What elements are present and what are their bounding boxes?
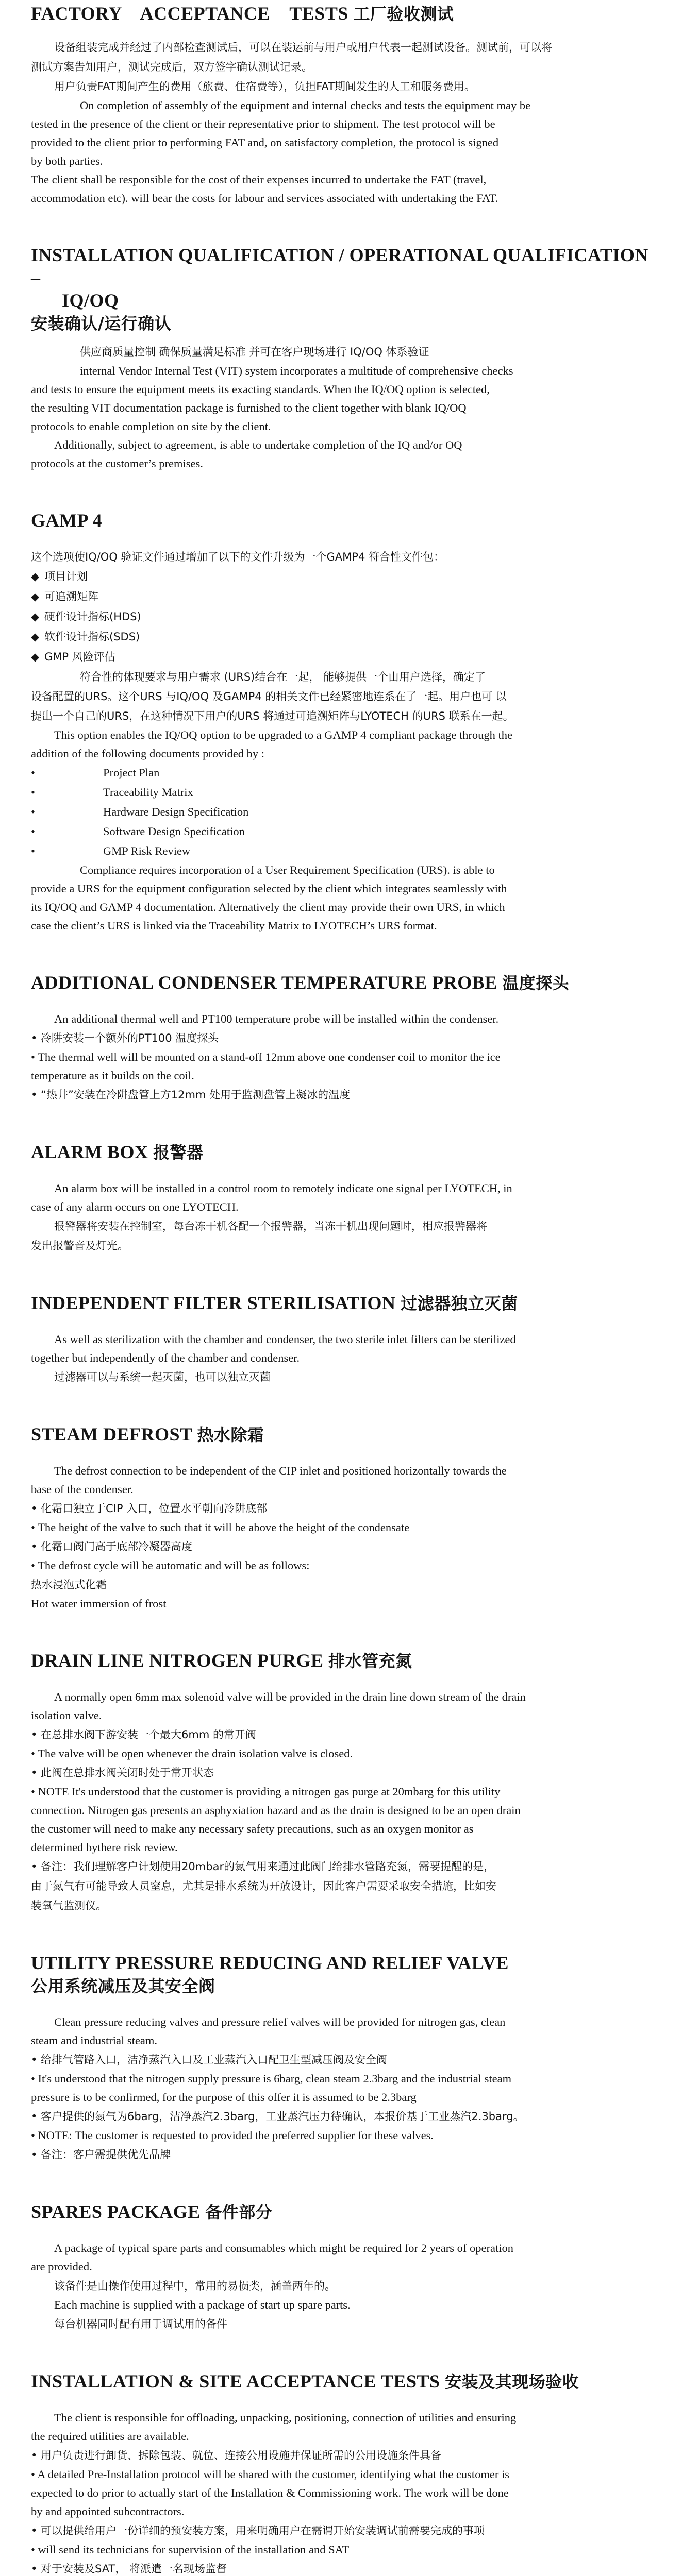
diamond-bullet-icon: ◆ — [31, 611, 40, 623]
defrost-line: The defrost connection to be independent of the CIP inlet and positioned horizontally towards the — [54, 1464, 507, 1477]
heading-zh: 过滤器独立灭菌 — [401, 1294, 518, 1313]
section-heading-probe — [31, 971, 653, 994]
list-item — [31, 567, 653, 587]
fat-en-para-line: provided to the client prior to performing FAT and, on satisfactory completion, the protocol is signed — [31, 136, 499, 149]
list-item — [31, 627, 653, 647]
defrost-line: Hot water immersion of frost — [31, 1597, 167, 1610]
section-heading-installation — [31, 2370, 653, 2393]
install-line: • will send its technicians for supervision of the installation and SAT — [31, 2543, 350, 2556]
probe-line: • 冷阱安装一个额外的PT100 温度探头 — [31, 1032, 219, 1044]
list-item: • Traceability Matrix — [31, 783, 653, 802]
iq-en-para-line: the resulting VIT documentation package is furnished to the client together with blank IQ/OQ — [31, 401, 467, 414]
defrost-line: 热水浸泡式化霜 — [31, 1579, 107, 1591]
iq-en-para-line: protocols to enable completion on site by the client. — [31, 420, 271, 433]
drain-line: determined bythere risk review. — [31, 1841, 178, 1854]
drain-line: connection. Nitrogen gas presents an asphyxiation hazard and as the drain is designed to be an open drain — [31, 1804, 521, 1817]
fat-zh-para-line: 测试方案告知用户，测试完成后，双方签字确认测试记录。 — [31, 61, 312, 73]
utility-line: pressure is to be confirmed, for the purpose of this offer it is assumed to be 2.3barg — [31, 2091, 417, 2104]
install-line: by and appointed subcontractors. — [31, 2505, 185, 2518]
section-heading-iq-oq — [31, 244, 653, 335]
spares-line: 该备件是由操作使用过程中，常用的易损类，涵盖两年的。 — [54, 2280, 336, 2292]
defrost-line: • The height of the valve to such that it will be above the height of the condensate — [31, 1521, 410, 1534]
probe-line: • “热井”安装在冷阱盘管上方12mm 处用于监测盘管上凝冰的温度 — [31, 1089, 351, 1101]
gamp-en-para-line: its IQ/OQ and GAMP 4 documentation. Alternatively the client may provide their own URS, in which — [31, 901, 505, 913]
diamond-bullet-icon: ◆ — [31, 590, 40, 603]
drain-line: • 备注：我们理解客户计划使用20mbar的氮气用来通过此阀门给排水管路充氮，需要提醒的是， — [31, 1860, 495, 1873]
utility-line: • 备注：客户需提供优先品牌 — [31, 2148, 171, 2161]
utility-line: • 给排气管路入口，洁净蒸汽入口及工业蒸汽入口配卫生型减压阀及安全阀 — [31, 2054, 388, 2066]
section-heading-spares — [31, 2200, 653, 2224]
gamp-zh-para-line: 提出一个自己的URS，在这种情况下用户的URS 将通过可追溯矩阵与LYOTECH 的URS 联系在一起。 — [31, 710, 514, 722]
utility-line: • It's understood that the nitrogen supply pressure is 6barg, clean steam 2.3barg and the industrial steam — [31, 2072, 512, 2085]
install-line: The client is responsible for offloading, unpacking, positioning, connection of utilities and ensuring — [54, 2411, 517, 2424]
gamp-zh-para-line: 设备配置的URS。这个URS 与IQ/OQ 及GAMP4 的相关文件已经紧密地连系在了一起。用户也可 以 — [31, 690, 507, 703]
drain-line: the customer will need to make any necessary safety precautions, such as an oxygen monitor as — [31, 1822, 474, 1835]
heading-en: INSTALLATION & SITE ACCEPTANCE TESTS — [31, 2371, 440, 2392]
drain-line: • The valve will be open whenever the drain isolation valve is closed. — [31, 1747, 353, 1760]
iq-en-para-line: and tests to ensure the equipment meets its exacting standards. When the IQ/OQ option is selected, — [31, 383, 490, 396]
install-line: expected to do prior to actually start of the Installation & Commissioning work. The work will be done — [31, 2486, 509, 2499]
heading-en-line-2: IQ/OQ — [62, 290, 119, 311]
drain-line: 装氧气监测仪。 — [31, 1900, 107, 1912]
section-heading-defrost — [31, 1423, 653, 1446]
install-line: • 可以提供给用户一份详细的预安装方案，用来明确用户在需谓开始安装调试前需要完成的事项 — [31, 2524, 485, 2537]
gamp-en-list — [31, 763, 653, 861]
list-item-label: GMP 风险评估 — [44, 651, 115, 663]
alarm-line: 发出报警音及灯光。 — [31, 1240, 128, 1252]
heading-en: GAMP 4 — [31, 510, 102, 531]
diamond-bullet-icon: ◆ — [31, 651, 40, 663]
iq-zh-para-line: 供应商质量控制 确保质量满足标准 并可在客户现场进行 IQ/OQ 体系验证 — [80, 346, 429, 358]
heading-zh: 公用系统减压及其安全阀 — [31, 1976, 215, 1996]
drain-line: isolation valve. — [31, 1709, 102, 1722]
drain-line: • 在总排水阀下游安装一个最大6mm 的常开阀 — [31, 1728, 257, 1741]
list-item: • Project Plan — [31, 763, 653, 783]
fat-en-para-line: accommodation etc). will bear the costs for labour and services associated with undertaking the FAT. — [31, 192, 498, 205]
drain-line: • NOTE It's understood that the customer is providing a nitrogen gas purge at 20mbarg for this utility — [31, 1785, 501, 1798]
fat-en-para-line: The client shall be responsible for the cost of their expenses incurred to undertake the FAT (travel, — [31, 173, 487, 186]
heading-zh: 工厂验收测试 — [353, 4, 454, 24]
list-item — [31, 587, 653, 607]
section-heading-filter — [31, 1292, 653, 1315]
section-heading-fat — [31, 2, 653, 25]
heading-en: SPARES PACKAGE — [31, 2201, 201, 2222]
gamp-zh-para-line: 符合性的体现要求与用户需求 (URS)结合在一起， 能够提供一个由用户选择，确定了 — [80, 671, 486, 683]
drain-line: A normally open 6mm max solenoid valve will be provided in the drain line down stream of the drain — [54, 1690, 526, 1703]
gamp-en-para-line: addition of the following documents provided by : — [31, 747, 265, 760]
defrost-line: • 化霜口阀门高于底部冷凝器高度 — [31, 1540, 193, 1553]
gamp-zh-intro: 这个选项使IQ/OQ 验证文件通过增加了以下的文件升级为一个GAMP4 符合性文件包： — [31, 551, 444, 563]
install-line: • 对于安装及SAT， 将派遣一名现场监督 — [31, 2563, 227, 2575]
filter-line: As well as sterilization with the chamber and condenser, the two sterile inlet filters can be sterilized — [54, 1333, 516, 1346]
iq-en-para-line: protocols at the customer’s premises. — [31, 457, 203, 470]
list-item-label: 硬件设计指标(HDS) — [44, 611, 141, 623]
fat-en-para-line: tested in the presence of the client or their representative prior to shipment. The test protocol will be — [31, 117, 495, 130]
heading-zh: 热水除霜 — [197, 1425, 264, 1445]
fat-en-para-line: On completion of assembly of the equipment and internal checks and tests the equipment may be — [80, 99, 531, 112]
alarm-line: An alarm box will be installed in a control room to remotely indicate one signal per LYOTECH, in — [54, 1182, 512, 1195]
utility-line: Clean pressure reducing valves and pressure relief valves will be provided for nitrogen gas, clean — [54, 2015, 506, 2028]
heading-zh: 排水管充氮 — [328, 1651, 412, 1671]
filter-line: 过滤器可以与系统一起灭菌，也可以独立灭菌 — [54, 1371, 271, 1383]
heading-zh: 安装及其现场验收 — [445, 2372, 579, 2392]
list-item-label: 软件设计指标(SDS) — [44, 631, 140, 643]
heading-en: ALARM BOX — [31, 1142, 148, 1162]
section-heading-gamp4 — [31, 509, 653, 532]
gamp-en-para-line: provide a URS for the equipment configuration selected by the client which integrates seamlessly with — [31, 882, 507, 895]
gamp-en-para-line: Compliance requires incorporation of a User Requirement Specification (URS). is able to — [80, 863, 495, 876]
gamp-en-para-line: case the client’s URS is linked via the Traceability Matrix to LYOTECH’s URS format. — [31, 919, 437, 932]
heading-en: INDEPENDENT FILTER STERILISATION — [31, 1293, 396, 1313]
list-item-label: 可追溯矩阵 — [44, 590, 98, 603]
install-line: the required utilities are available. — [31, 2430, 189, 2443]
drain-line: 由于氮气有可能导致人员窒息，尤其是排水系统为开放设计，因此客户需要采取安全措施，比如安 — [31, 1880, 496, 1892]
heading-en: UTILITY PRESSURE REDUCING AND RELIEF VALVE — [31, 1953, 509, 1973]
section-heading-utility — [31, 1952, 653, 1997]
fat-zh-para-line: 设备组装完成并经过了内部检查测试后，可以在装运前与用户或用户代表一起测试设备。测试前，可以将 — [54, 41, 552, 54]
heading-en: ADDITIONAL CONDENSER TEMPERATURE PROBE — [31, 972, 497, 993]
install-line: • 用户负责进行卸货、拆除包装、就位、连接公用设施并保证所需的公用设施条件具备 — [31, 2449, 442, 2462]
gamp-zh-list — [31, 567, 653, 667]
utility-line: steam and industrial steam. — [31, 2034, 157, 2047]
gamp-en-para-line: This option enables the IQ/OQ option to be upgraded to a GAMP 4 compliant package through the — [54, 728, 512, 741]
filter-line: together but independently of the chamber and condenser. — [31, 1351, 300, 1364]
iq-en-para-line: internal Vendor Internal Test (VIT) system incorporates a multitude of comprehensive checks — [80, 364, 513, 377]
diamond-bullet-icon: ◆ — [31, 631, 40, 643]
list-item-label: 项目计划 — [44, 570, 88, 583]
defrost-line: base of the condenser. — [31, 1483, 134, 1496]
spares-line: A package of typical spare parts and consumables which might be required for 2 years of operation — [54, 2242, 513, 2255]
heading-zh: 安装确认/运行确认 — [31, 314, 172, 333]
spares-line: Each machine is supplied with a package of start up spare parts. — [54, 2298, 351, 2311]
install-line: • A detailed Pre-Installation protocol will be shared with the customer, identifying what the customer is — [31, 2468, 510, 2481]
fat-zh-para-line: 用户负责FAT期间产生的费用（旅费、住宿费等），负担FAT期间发生的人工和服务费用。 — [54, 80, 475, 93]
diamond-bullet-icon: ◆ — [31, 570, 40, 583]
section-heading-drain — [31, 1649, 653, 1672]
heading-zh: 备件部分 — [205, 2202, 273, 2222]
heading-zh: 温度探头 — [502, 973, 570, 993]
utility-line: • NOTE: The customer is requested to provided the preferred supplier for these valves. — [31, 2129, 434, 2142]
section-heading-alarm — [31, 1141, 653, 1164]
list-item: • Software Design Specification — [31, 822, 653, 841]
alarm-line: case of any alarm occurs on one LYOTECH. — [31, 1200, 239, 1213]
probe-line: • The thermal well will be mounted on a stand-off 12mm above one condenser coil to monitor the ice — [31, 1050, 501, 1063]
heading-en: FACTORY ACCEPTANCE TESTS — [31, 3, 348, 24]
heading-en: STEAM DEFROST — [31, 1424, 192, 1445]
list-item: • Hardware Design Specification — [31, 802, 653, 822]
spares-line: are provided. — [31, 2260, 92, 2273]
heading-en: INSTALLATION QUALIFICATION / OPERATIONAL QUALIFICATION – — [31, 245, 648, 288]
fat-en-para-line: by both parties. — [31, 155, 103, 167]
probe-line: An additional thermal well and PT100 temperature probe will be installed within the condenser. — [54, 1012, 499, 1025]
probe-line: temperature as it builds on the coil. — [31, 1069, 194, 1082]
list-item — [31, 647, 653, 667]
list-item: • GMP Risk Review — [31, 841, 653, 861]
list-item — [31, 607, 653, 627]
utility-line: • 客户提供的氮气为6barg，洁净蒸汽2.3barg，工业蒸汽压力待确认，本报价基于工业蒸汽2.3barg。 — [31, 2110, 524, 2123]
heading-zh: 报警器 — [153, 1143, 204, 1162]
spares-line: 每台机器同时配有用于调试用的备件 — [54, 2318, 227, 2330]
defrost-line: • The defrost cycle will be automatic and will be as follows: — [31, 1559, 310, 1572]
alarm-line: 报警器将安装在控制室，每台冻干机各配一个报警器，当冻干机出现问题时，相应报警器将 — [54, 1220, 487, 1232]
heading-en: DRAIN LINE NITROGEN PURGE — [31, 1650, 324, 1671]
drain-line: • 此阀在总排水阀关闭时处于常开状态 — [31, 1767, 214, 1779]
iq-en-para-line: Additionally, subject to agreement, is able to undertake completion of the IQ and/or OQ — [54, 438, 462, 451]
defrost-line: • 化霜口独立于CIP 入口，位置水平朝向冷阱底部 — [31, 1502, 268, 1515]
